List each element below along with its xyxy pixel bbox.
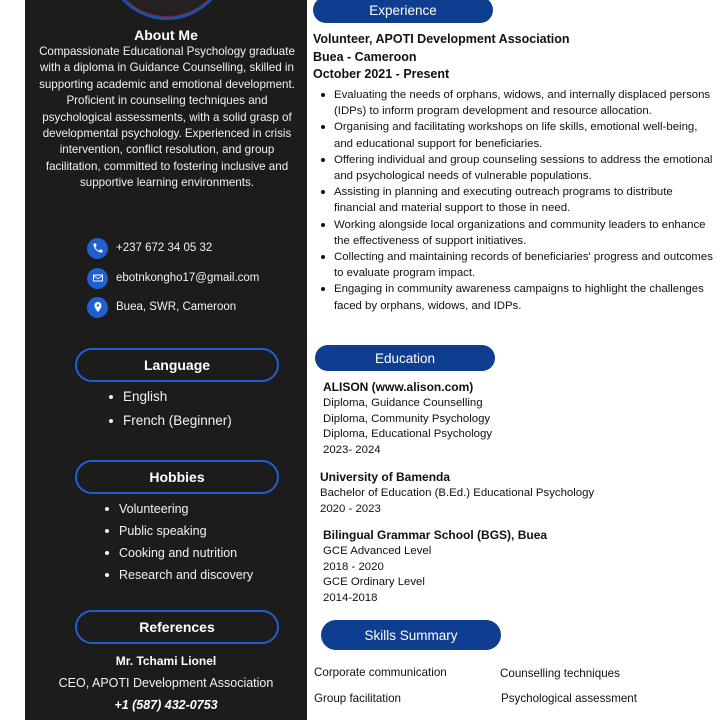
experience-dates: October 2021 - Present	[313, 67, 450, 81]
about-title: About Me	[134, 27, 198, 43]
education-line: Diploma, Educational Psychology	[323, 428, 493, 440]
education-line: Diploma, Guidance Counselling	[323, 397, 483, 409]
education-line: 2020 - 2023	[320, 502, 381, 515]
education-line: 2018 - 2020	[323, 560, 384, 573]
education-entry	[323, 526, 547, 606]
list-item: Organising and facilitating workshops on life skills, emotional well-being, and educational support for beneficiaries.	[318, 119, 713, 151]
reference-role: CEO, APOTI Development Association	[58, 676, 274, 690]
education-line: GCE Ordinary Level	[323, 576, 425, 588]
skill-item: Corporate communication	[314, 666, 447, 679]
reference-phone[interactable]: +1 (587) 432-0753	[114, 698, 218, 712]
location-text: Buea, SWR, Cameroon	[116, 301, 237, 313]
contact-phone[interactable]	[87, 237, 212, 259]
language-list	[107, 386, 232, 434]
hobbies-heading: Hobbies	[75, 460, 279, 494]
experience-location: Buea - Cameroon	[313, 49, 417, 64]
list-item: Cooking and nutrition	[103, 544, 253, 566]
list-item: English	[107, 386, 232, 410]
reference-name: Mr. Tchami Lionel	[115, 654, 217, 668]
education-line: 2023- 2024	[323, 443, 381, 456]
email-text: ebotnkongho17@gmail.com	[116, 272, 260, 284]
list-item: Evaluating the needs of orphans, widows, and internally displaced persons (IDPs) to inform program development and resource allocation.	[318, 87, 713, 119]
education-line: 2014-2018	[323, 591, 378, 604]
list-item: Research and discovery	[103, 566, 253, 588]
phone-text: +237 672 34 05 32	[116, 242, 213, 254]
education-line: Diploma, Community Psychology	[323, 412, 491, 425]
references-heading: References	[75, 610, 279, 644]
education-heading: Education	[315, 345, 495, 371]
phone-icon	[87, 238, 108, 259]
education-line: Bachelor of Education (B.Ed.) Educational Psychology	[320, 487, 595, 499]
skill-item: Psychological assessment	[501, 692, 637, 705]
list-item: Offering individual and group counseling sessions to address the emotional and psychological needs of vulnerable populations.	[318, 152, 713, 184]
list-item: French (Beginner)	[107, 410, 232, 434]
skill-item: Counselling techniques	[500, 667, 620, 680]
language-heading: Language	[75, 348, 279, 382]
experience-heading: Experience	[313, 0, 493, 23]
experience-header	[313, 31, 570, 84]
about-text: Compassionate Educational Psychology graduate with a diploma in Guidance Counselling, skilled in supporting academic and emotional development. Proficient in counseling techniques and psychological assessments, with a solid grasp of developmental psychology. Experienced in crisis intervention, conflict resolution, and group facilitation, committed to fostering inclusive and supportive learning environments.	[39, 45, 295, 190]
education-entry	[323, 378, 492, 458]
list-item: Assisting in planning and executing outreach programs to distribute financial and material support to those in need.	[318, 184, 713, 216]
skills-heading: Skills Summary	[321, 620, 501, 650]
sidebar	[25, 0, 307, 720]
list-item: Volunteering	[103, 500, 253, 522]
education-institution: ALISON (www.alison.com)	[323, 380, 474, 394]
contact-location	[87, 296, 236, 318]
experience-role: Volunteer, APOTI Development Association	[313, 32, 570, 46]
education-institution: University of Bamenda	[320, 470, 451, 484]
list-item: Engaging in community awareness campaigns to highlight the challenges faced by orphans, widows, and IDPs.	[318, 281, 713, 313]
list-item: Collecting and maintaining records of beneficiaries' progress and outcomes to evaluate program impact.	[318, 249, 713, 281]
education-entry	[320, 468, 594, 517]
contact-email[interactable]	[87, 267, 259, 289]
avatar	[103, 0, 231, 20]
list-item: Working alongside local organizations and community leaders to enhance the effectiveness of support initiatives.	[318, 217, 713, 249]
education-line: GCE Advanced Level	[323, 545, 432, 557]
education-institution: Bilingual Grammar School (BGS), Buea	[323, 528, 548, 542]
hobbies-list	[103, 500, 253, 588]
location-pin-icon	[87, 297, 108, 318]
skill-item: Group facilitation	[314, 692, 401, 705]
experience-bullets	[318, 87, 713, 314]
email-icon	[87, 268, 108, 289]
list-item: Public speaking	[103, 522, 253, 544]
